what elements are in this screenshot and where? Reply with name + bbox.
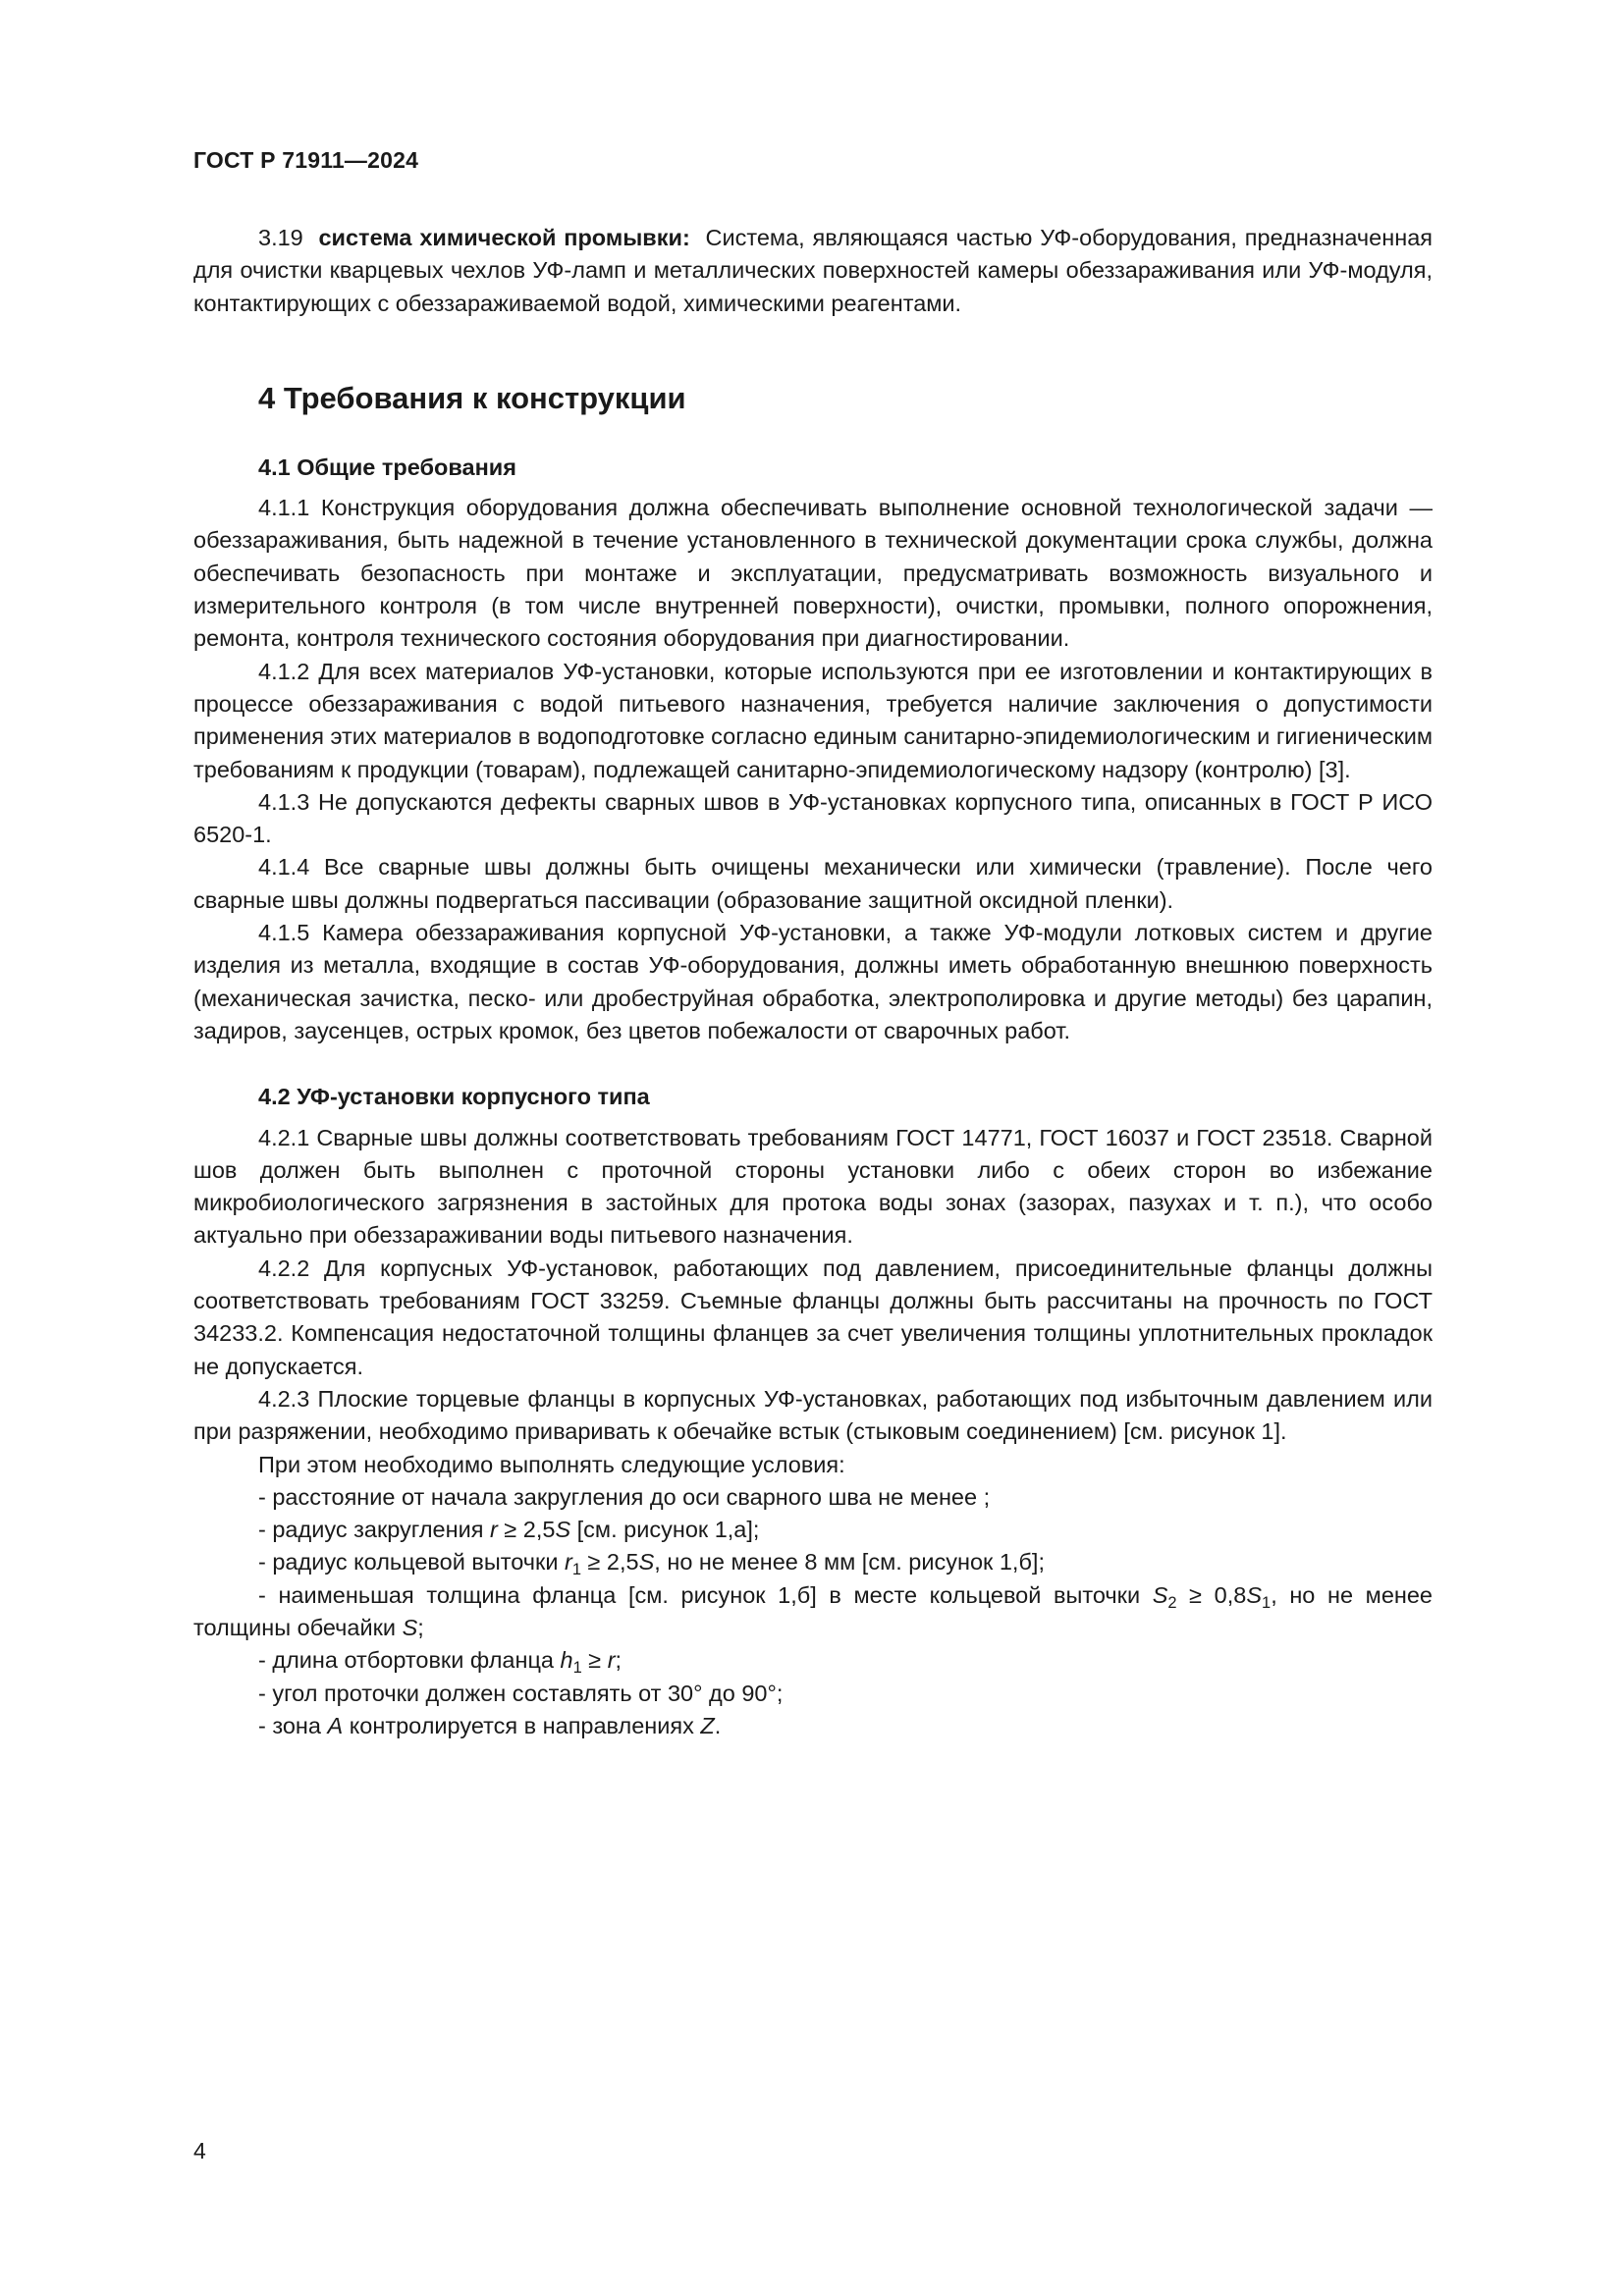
clause-number: 3.19 [258, 225, 303, 250]
paragraph-4-2-3: 4.2.3 Плоские торцевые фланцы в корпусных УФ-установках, работающих под избыточным давлением или при разряжении, необходимо приваривать к обечайке встык (стыковым соединением) [см. рисунок 1]. [193, 1385, 1433, 1445]
list-item: - расстояние от начала закругления до оси сварного шва не менее ; [258, 1483, 991, 1510]
conditions-intro: При этом необходимо выполнять следующие условия: [258, 1451, 845, 1477]
list-item: - радиус кольцевой выточки $r_1 \ge 2,5S$, но не менее 8 мм [см. рисунок 1,б]; [258, 1549, 1045, 1579]
paragraph-4-2-1: 4.2.1 Сварные швы должны соответствовать требованиям ГОСТ 14771, ГОСТ 16037 и ГОСТ 23518. Сварной шов должен быть выполнен с проточной стороны установки либо с обеих сторон во избежание микробиологического загрязнения в застойных для протока воды зонах (зазорах, пазухах и т. п.), что особо актуально при обеззараживании воды питьевого назначения. [193, 1124, 1433, 1249]
term-definition: система химической промывки: [318, 225, 690, 250]
document-code-header: ГОСТ Р 71911—2024 [193, 147, 419, 173]
list-item: - угол проточки должен составлять от 30° до 90°; [258, 1680, 784, 1706]
paragraph-4-2-2: 4.2.2 Для корпусных УФ-установок, работающих под давлением, присоединительные фланцы должны соответствовать требованиям ГОСТ 33259. Съемные фланцы должны быть рассчитаны на прочность по ГОСТ 34233.2. Компенсация недостаточной толщины фланцев за счет увеличения толщины уплотнительных прокладок не допускается. [193, 1255, 1433, 1379]
definition-text: Система, являющаяся частью УФ-оборудования, предназначенная для очистки кварцевых чехлов УФ-ламп и металлических поверхностей камеры обеззараживания или УФ-модуля, контактирующих с обеззараживаемой водой, химическими реагентами. [193, 225, 1433, 316]
paragraph-4-1-1: 4.1.1 Конструкция оборудования должна обеспечивать выполнение основной технологической задачи — обеззараживания, быть надежной в течение установленного в технической документации срока службы, должна обеспечивать безопасность при монтаже и эксплуатации, предусматривать возможность визуального и измерительного контроля (в том числе внутренней поверхности), очистки, промывки, полного опорожнения, ремонта, контроля технического состояния оборудования при диагностировании. [193, 495, 1433, 652]
document-body [193, 222, 1433, 1742]
list-item: - радиус закругления r ≥ 2,5S [см. рисунок 1,а]; [258, 1517, 760, 1543]
page-number: 4 [193, 2138, 206, 2163]
paragraph-4-1-5: 4.1.5 Камера обеззараживания корпусной УФ-установки, а также УФ-модули лотковых систем и другие изделия из металла, входящие в состав УФ-оборудования, должны иметь обработанную внешнюю поверхность (механическая зачистка, песко- или дробеструйная обработка, электрополировка и другие методы) без царапин, задиров, заусенцев, острых кромок, без цветов побежалости от сварочных работ. [193, 920, 1433, 1043]
section-4-title: 4 Требования к конструкции [258, 380, 686, 415]
list-item: - наименьшая толщина фланца [см. рисунок 1,б] в месте кольцевой выточки $S_2 \ge 0,8S_1$, но не менее толщины обечайки S; [193, 1581, 1434, 1640]
paragraph-4-1-4: 4.1.4 Все сварные швы должны быть очищены механически или химически (травление). После чего сварные швы должны подвергаться пассивации (образование защитной оксидной пленки). [193, 854, 1433, 913]
paragraph-4-1-2: 4.1.2 Для всех материалов УФ-установки, которые используются при ее изготовлении и контактирующих в процессе обеззараживания с водой питьевого назначения, требуется наличие заключения о допустимости применения этих материалов в водоподготовке согласно единым санитарно-эпидемиологическим и гигиеническим требованиям к продукции (товарам), подлежащей санитарно-эпидемиологическому надзору (контролю) [3]. [193, 658, 1434, 782]
list-item: - зона A контролируется в направлениях Z. [258, 1712, 722, 1738]
subsection-4-2-title: 4.2 УФ-установки корпусного типа [258, 1084, 650, 1110]
subsection-4-1-title: 4.1 Общие требования [258, 454, 516, 480]
paragraph-4-1-3: 4.1.3 Не допускаются дефекты сварных швов в УФ-установках корпусного типа, описанных в ГОСТ Р ИСО 6520-1. [193, 788, 1433, 848]
paragraph-3-19 [193, 222, 1433, 320]
list-item: - длина отбортовки фланца $h_1 \ge r$; [258, 1647, 623, 1678]
